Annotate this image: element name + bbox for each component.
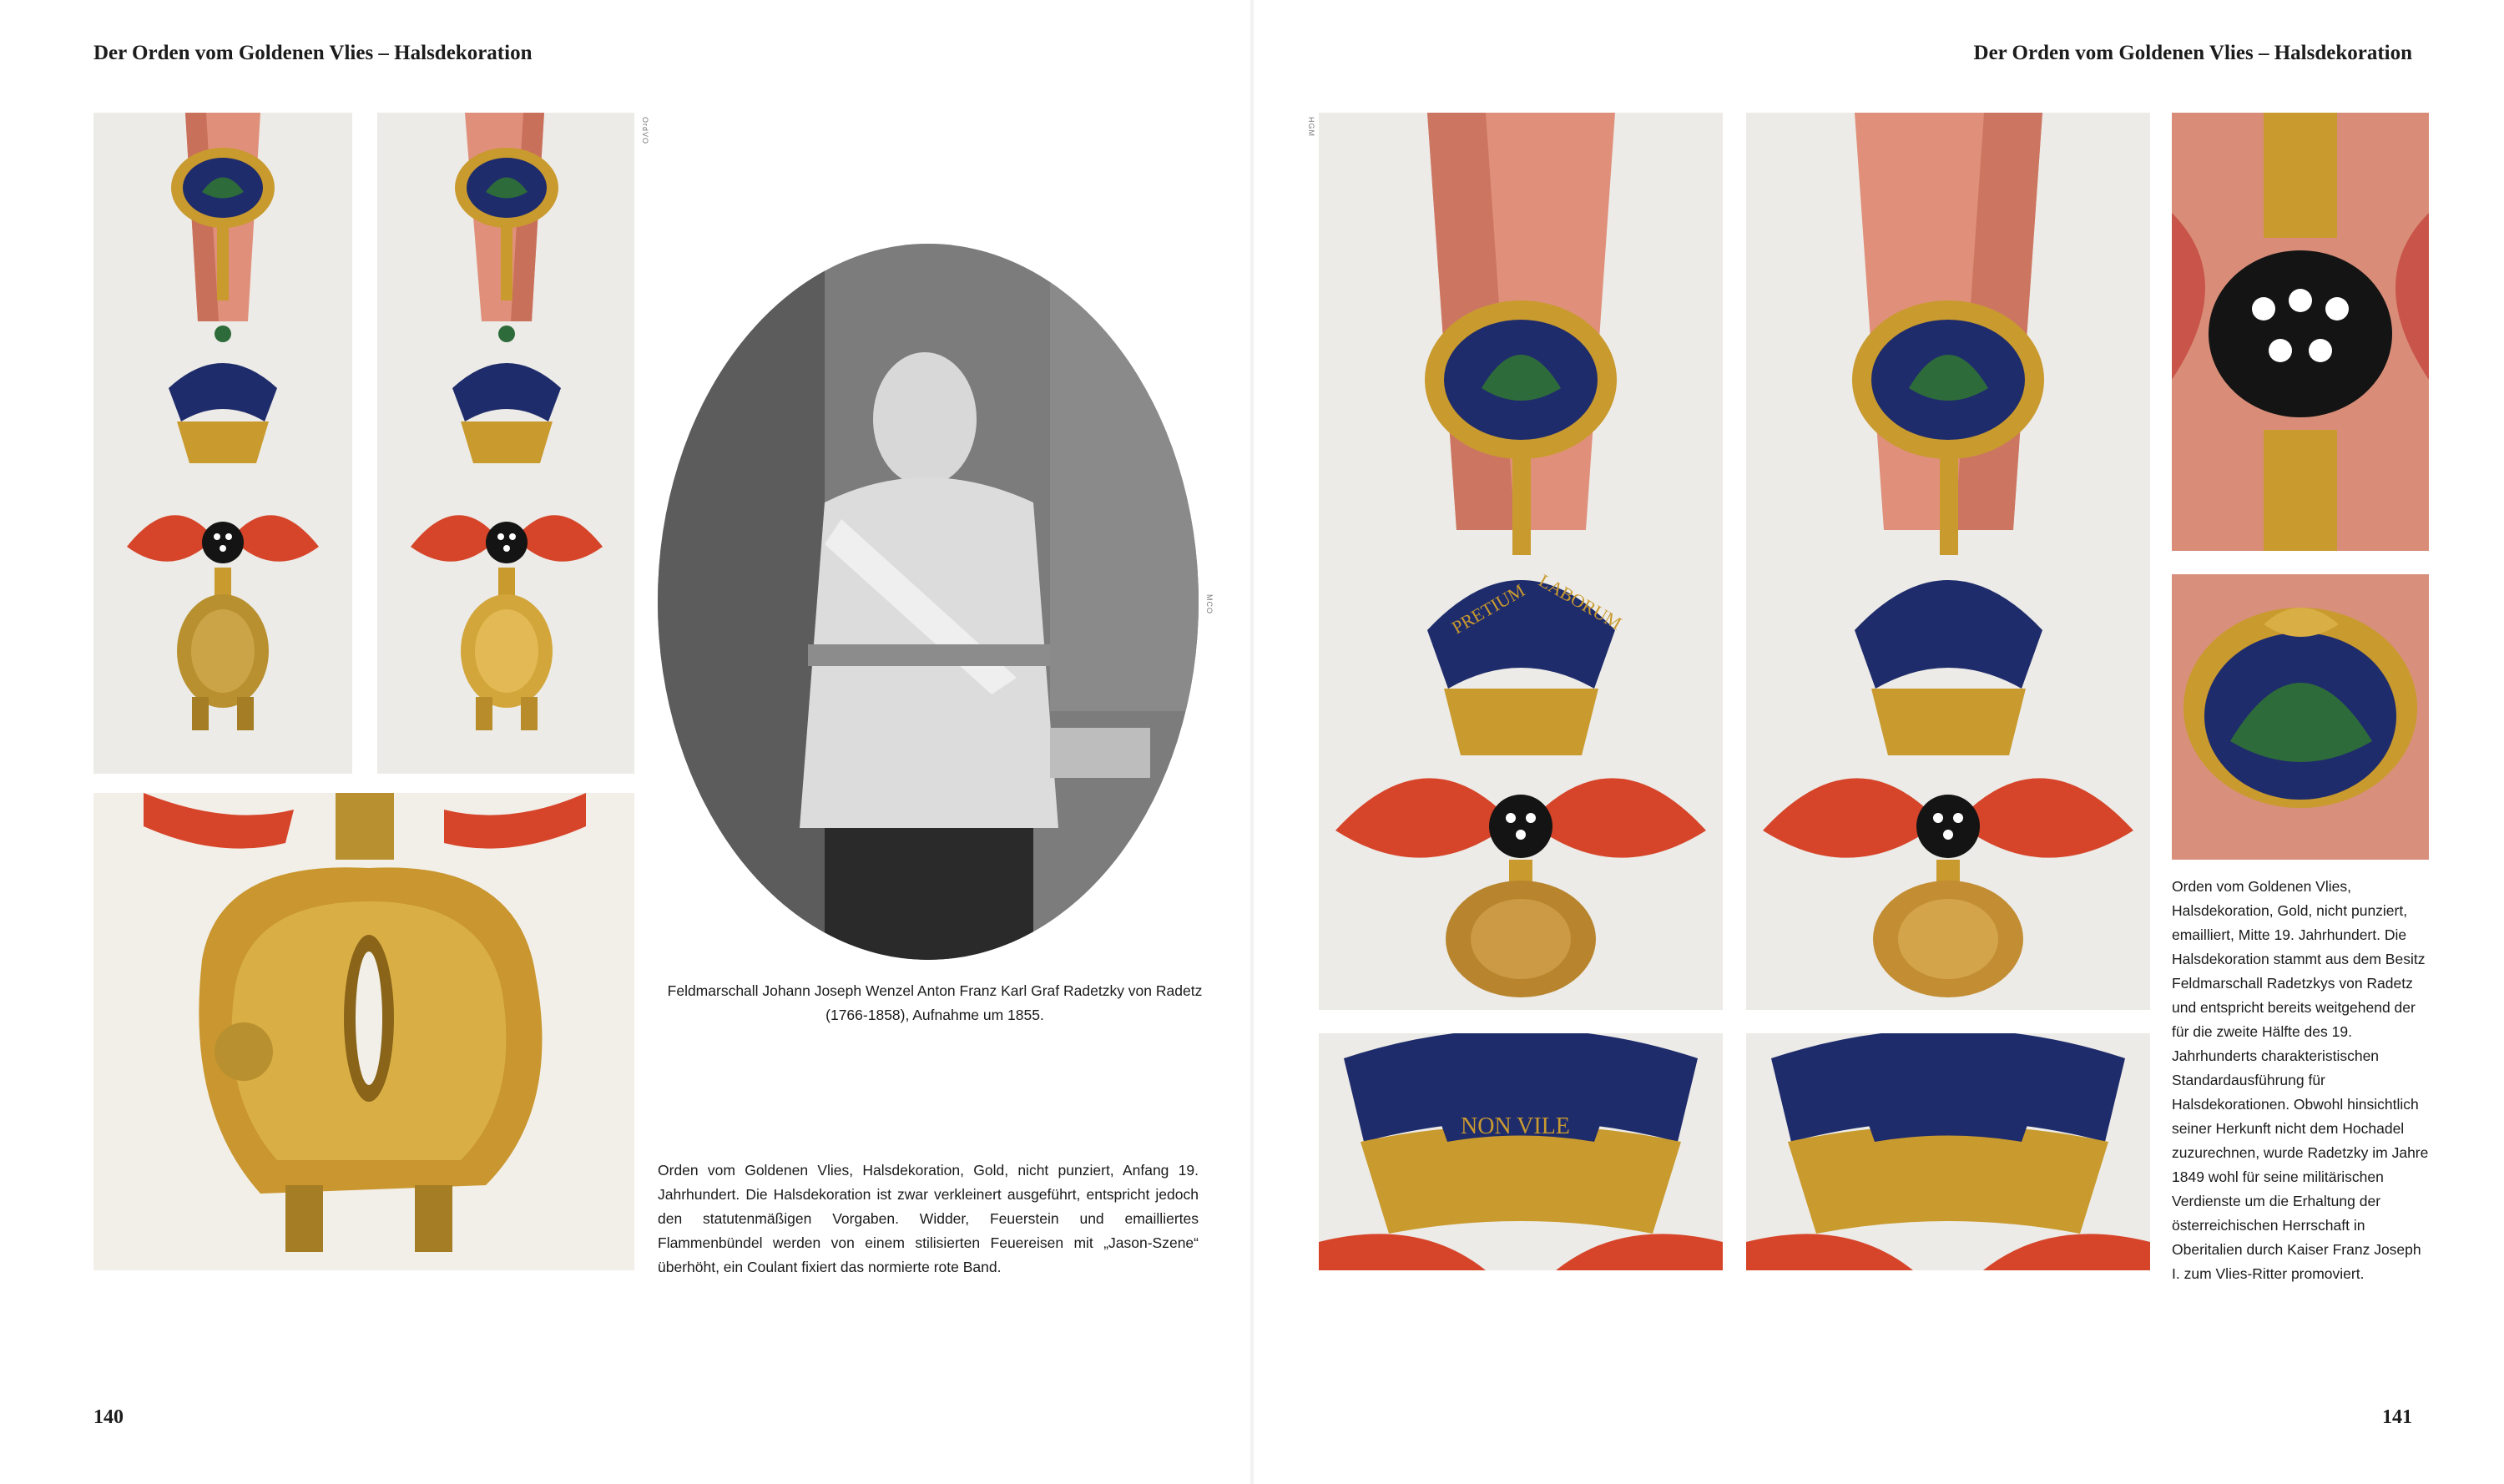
flint-stone-detail bbox=[2172, 113, 2429, 551]
page-number-left: 140 bbox=[93, 1406, 124, 1428]
running-head-left: Der Orden vom Goldenen Vlies – Halsdekoration bbox=[93, 42, 533, 64]
jason-scene-detail-2 bbox=[1746, 1033, 2150, 1270]
fleece-detail-photo bbox=[93, 793, 634, 1270]
motto-non-vile: NON VILE bbox=[1461, 1113, 1570, 1139]
photo-credit-portrait: MCO bbox=[1205, 594, 1214, 614]
radetzky-portrait bbox=[658, 244, 1199, 960]
left-order-caption: Orden vom Goldenen Vlies, Halsdekoration, Gold, nicht punziert, Anfang 19. Jahrhundert. Die Halsdekoration ist zwar verkleinert ausgeführt, entspricht jedoch den statutenmäßigen Vorgaben. Widder, Feuerstein und emailliertes Flammenbündel werden von einem stilisierten Feuereisen mit „Jason-Szene“ überhöht, ein Coulant fixiert das normierte rote Band. bbox=[658, 1162, 1199, 1275]
order-photo-2 bbox=[377, 113, 634, 774]
order-photo-1 bbox=[93, 113, 352, 774]
coulant-detail bbox=[2172, 574, 2429, 860]
radetzky-order-photo-1 bbox=[1319, 113, 1723, 1010]
motto-pretium: PRETIUM bbox=[1448, 579, 1529, 639]
photo-credit-right: HGM bbox=[1307, 117, 1315, 137]
motto-laborum: LABORUM bbox=[1535, 569, 1626, 634]
right-order-caption: Orden vom Goldenen Vlies, Halsdekoration, Gold, nicht punziert, emailliert, Mitte 19. Jahrhundert. Die Halsdekoration stammt aus dem Besitz Feldmarschall Radetzkys von Radetz und entspricht bereits weitgehend der für die zweite Hälfte des 19. Jahrhunderts charakteristischen Standardausführung für Halsdekorationen. Obwohl hinsichtlich seiner Herkunft nicht dem Hochadel zuzurechnen, wurde Radetzky im Jahre 1849 wohl für seine militärischen Verdienste um die Erhaltung der österreichischen Herrschaft in Oberitalien durch Kaiser Franz Joseph I. zum Vlies-Ritter promoviert. bbox=[2172, 878, 2429, 1282]
portrait-caption: Feldmarschall Johann Joseph Wenzel Anton Franz Karl Graf Radetzky von Radetz (1766-1858), Aufnahme um 1855. bbox=[667, 982, 1203, 1023]
radetzky-order-photo-2 bbox=[1746, 113, 2150, 1010]
jason-scene-detail-1 bbox=[1319, 1033, 1723, 1270]
right-page bbox=[1252, 0, 2504, 1484]
photo-credit-left: OrdVO bbox=[641, 117, 649, 145]
page-number-right: 141 bbox=[2382, 1406, 2412, 1428]
running-head-right: Der Orden vom Goldenen Vlies – Halsdekoration bbox=[1973, 42, 2412, 64]
